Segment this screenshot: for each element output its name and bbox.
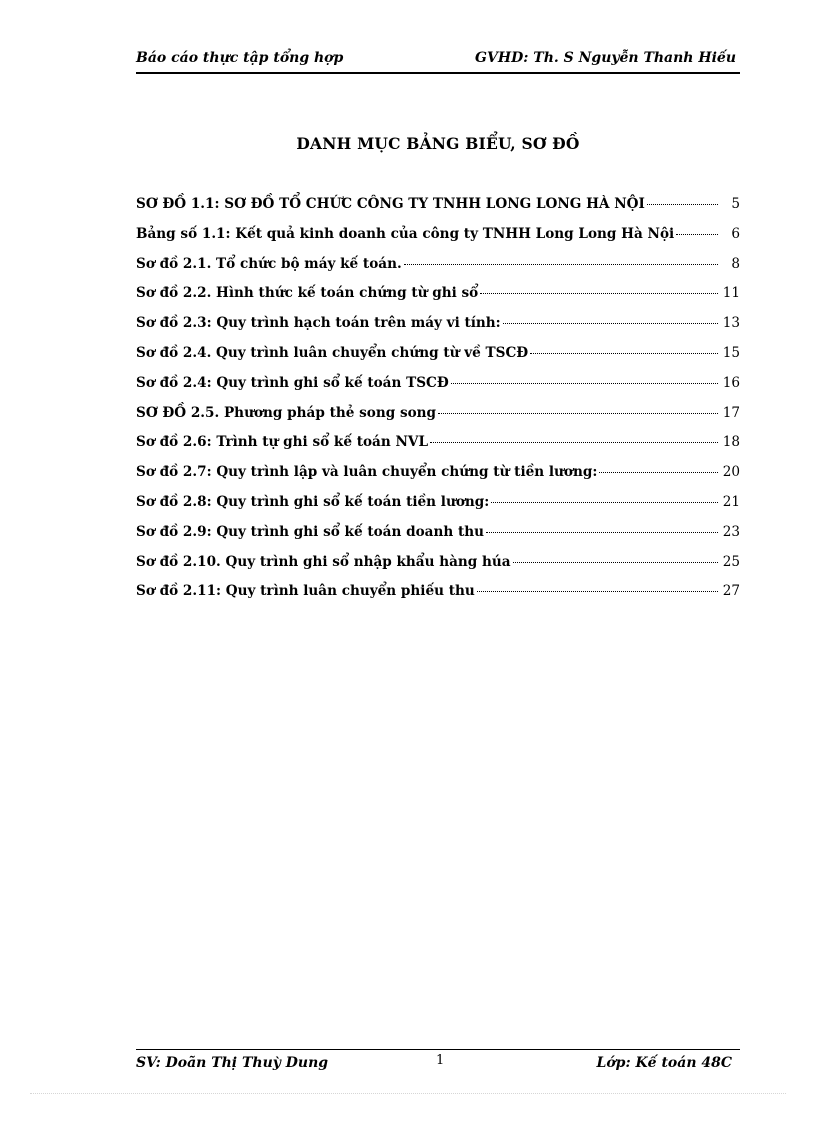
toc-entry-page: 13 (722, 315, 740, 332)
toc-dot-leader (491, 502, 718, 503)
toc-entry[interactable] (136, 285, 740, 315)
toc-entry-label: Sơ đồ 2.1. Tổ chức bộ máy kế toán. (136, 255, 402, 272)
toc-dot-leader (451, 383, 718, 384)
toc-entry-page: 21 (722, 493, 740, 510)
toc-entry-label: Bảng số 1.1: Kết quả kinh doanh của công ty TNHH Long Long Hà Nội (136, 225, 675, 242)
toc-entry[interactable] (136, 494, 740, 524)
toc-entry[interactable] (136, 196, 740, 226)
toc-entry-page: 27 (722, 583, 740, 600)
toc-dot-leader (477, 591, 718, 592)
toc-entry-page: 18 (722, 434, 740, 451)
toc-entry[interactable] (136, 405, 740, 435)
toc-entry-label: Sơ đồ 2.7: Quy trình lập và luân chuyển chứng từ tiền lương: (136, 464, 598, 481)
toc-entry-label: Sơ đồ 2.10. Quy trình ghi sổ nhập khẩu hàng húa (136, 553, 511, 570)
table-of-contents (136, 196, 740, 613)
toc-entry[interactable] (136, 524, 740, 554)
toc-dot-leader (480, 293, 718, 294)
page-header (136, 48, 740, 74)
toc-entry-label: Sơ đồ 2.4: Quy trình ghi sổ kế toán TSCĐ (136, 374, 449, 391)
footer-class: Lớp: Kế toán 48C (596, 1055, 732, 1071)
toc-dot-leader (486, 532, 718, 533)
toc-dot-leader (404, 264, 718, 265)
header-supervisor: GVHD: Th. S Nguyễn Thanh Hiếu (475, 50, 736, 66)
toc-entry-label: Sơ đồ 2.4. Quy trình luân chuyển chứng từ về TSCĐ (136, 344, 529, 361)
toc-entry-label: Sơ đồ 2.6: Trình tự ghi sổ kế toán NVL (136, 434, 429, 451)
toc-entry[interactable] (136, 464, 740, 494)
toc-dot-leader (599, 472, 718, 473)
toc-entry-page: 5 (731, 196, 740, 212)
toc-dot-leader (513, 562, 718, 563)
toc-entry-page: 8 (731, 255, 740, 272)
toc-entry-page: 15 (722, 344, 740, 361)
toc-entry-page: 23 (722, 523, 740, 540)
toc-entry-page: 11 (722, 285, 740, 302)
toc-entry-label: Sơ đồ 2.9: Quy trình ghi sổ kế toán doanh thu (136, 523, 485, 540)
toc-entry[interactable] (136, 554, 740, 584)
page-bottom-divider (30, 1093, 786, 1094)
toc-entry[interactable] (136, 434, 740, 464)
toc-dot-leader (647, 204, 718, 205)
footer-page-number: 1 (436, 1053, 445, 1068)
toc-dot-leader (503, 323, 718, 324)
page-title: DANH MỤC BẢNG BIỂU, SƠ ĐỒ (296, 134, 580, 153)
toc-entry-label: Sơ đồ 2.3: Quy trình hạch toán trên máy vi tính: (136, 315, 501, 332)
toc-entry-page: 16 (722, 374, 740, 391)
toc-entry-page: 6 (731, 225, 740, 242)
toc-dot-leader (530, 353, 718, 354)
toc-dot-leader (430, 442, 718, 443)
toc-entry-label: Sơ đồ 2.11: Quy trình luân chuyển phiếu thu (136, 583, 475, 600)
toc-entry[interactable] (136, 315, 740, 345)
toc-entry[interactable] (136, 375, 740, 405)
toc-entry[interactable] (136, 226, 740, 256)
toc-entry-label: Sơ đồ 2.2. Hình thức kế toán chứng từ ghi sổ (136, 285, 479, 302)
toc-dot-leader (676, 234, 718, 235)
toc-entry-page: 20 (722, 464, 740, 481)
toc-entry-label: SƠ ĐỒ 2.5. Phương pháp thẻ song song (136, 404, 437, 421)
toc-entry[interactable] (136, 583, 740, 613)
toc-entry-page: 17 (722, 404, 740, 421)
toc-dot-leader (438, 413, 718, 414)
page-footer (136, 1049, 740, 1076)
toc-entry-label: Sơ đồ 2.8: Quy trình ghi sổ kế toán tiền lương: (136, 493, 490, 510)
footer-student-name: SV: Doãn Thị Thuỳ Dung (136, 1055, 329, 1071)
header-report-title: Báo cáo thực tập tổng hợp (136, 50, 344, 66)
toc-entry[interactable] (136, 256, 740, 286)
toc-entry-label: SƠ ĐỒ 1.1: SƠ ĐỒ TỔ CHỨC CÔNG TY TNHH LONG LONG HÀ NỘI (136, 196, 645, 212)
toc-entry[interactable] (136, 345, 740, 375)
toc-entry-page: 25 (722, 553, 740, 570)
